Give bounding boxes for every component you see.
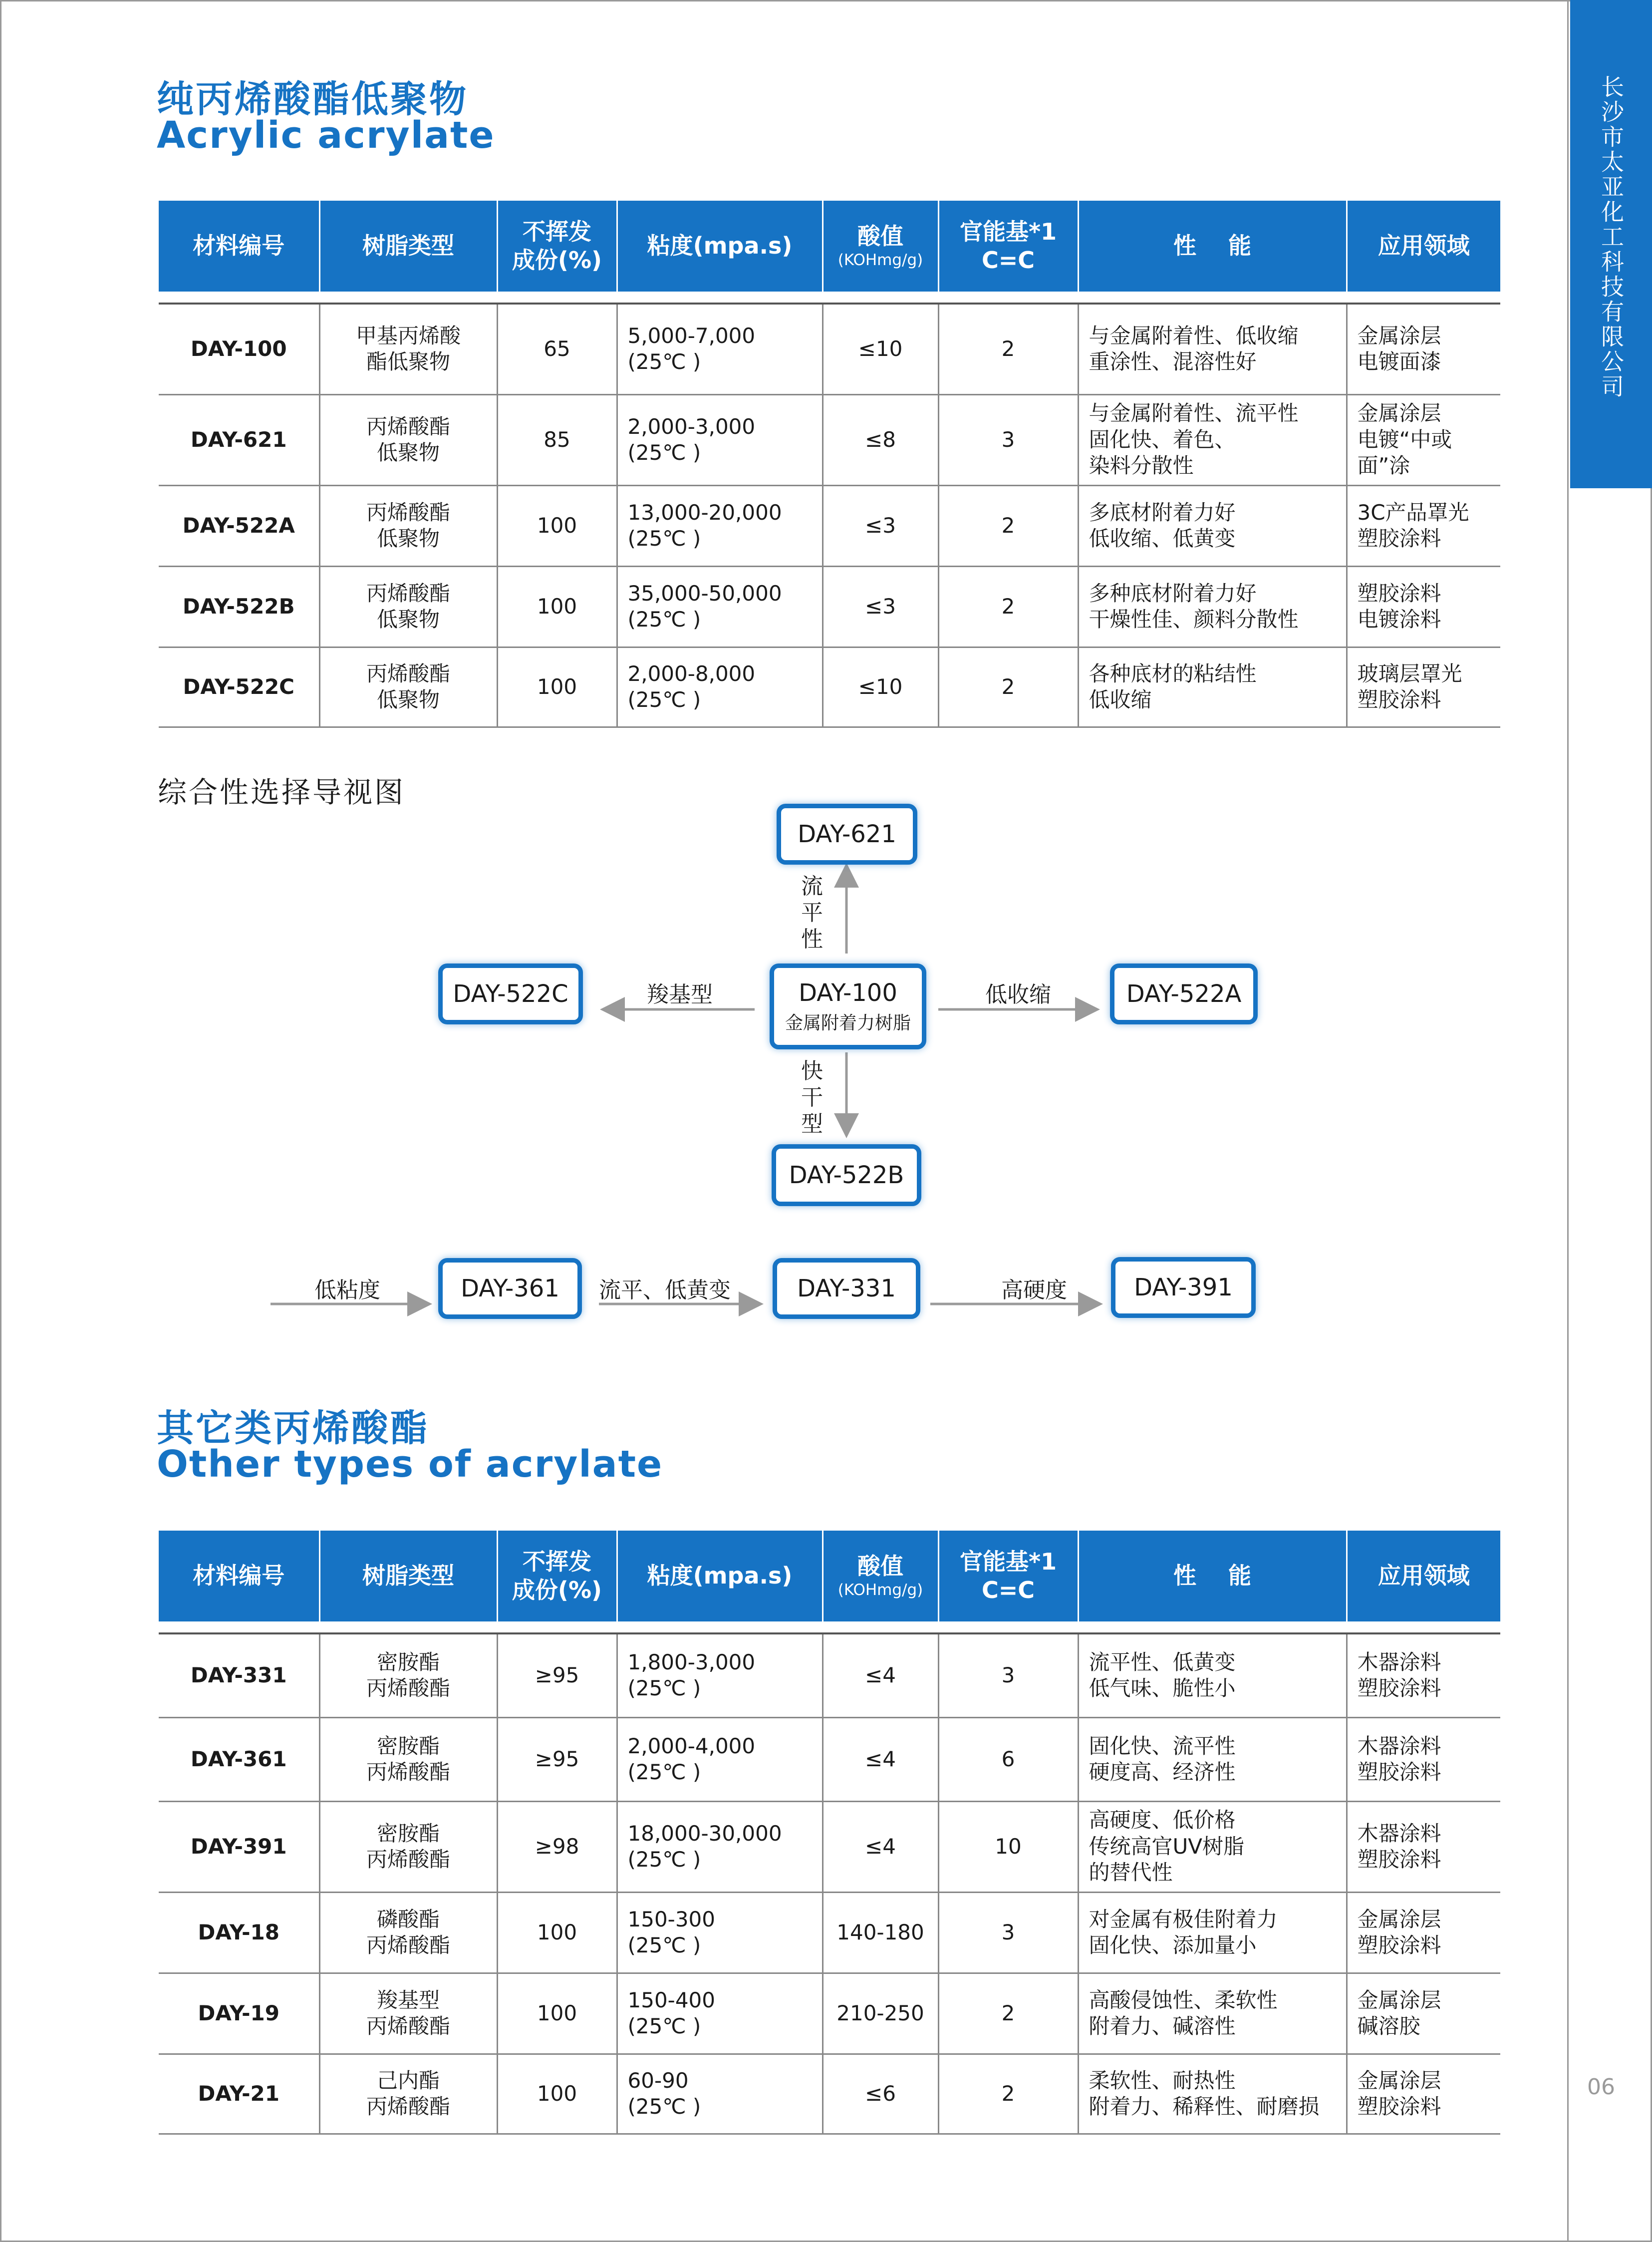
cell-code: DAY-522C (159, 647, 319, 727)
header-acid-label: 酸值 (857, 1552, 903, 1580)
cell-code: DAY-331 (159, 1633, 319, 1717)
cell-resin: 密胺酯 丙烯酸酯 (319, 1801, 497, 1892)
section1-title-en: Acrylic acrylate (157, 114, 495, 157)
cell-application: 玻璃层罩光 塑胶涂料 (1347, 647, 1500, 727)
header-viscosity: 粘度(mpa.s) (617, 1531, 823, 1621)
cell-application: 塑胶涂料 电镀涂料 (1347, 566, 1500, 647)
cell-nonvolatile: ≥95 (497, 1717, 617, 1801)
header-functional: 官能基*1 C=C (938, 201, 1078, 292)
cell-application: 木器涂料 塑胶涂料 (1347, 1633, 1500, 1717)
cell-functional: 2 (938, 566, 1078, 647)
node-day-621: DAY-621 (777, 804, 917, 865)
cell-functional: 2 (938, 304, 1078, 394)
node-day-100 (770, 963, 926, 1049)
guide-title: 综合性选择导视图 (158, 775, 406, 809)
cell-performance: 与金属附着性、流平性 固化快、着色、 染料分散性 (1078, 394, 1347, 485)
cell-resin: 丙烯酸酯 低聚物 (319, 485, 497, 566)
cell-application: 金属涂层 塑胶涂料 (1347, 2054, 1500, 2134)
label-low-shrink: 低收缩 (985, 982, 1051, 1007)
page-number: 06 (1587, 2074, 1615, 2100)
cell-acid-value: 210-250 (823, 1973, 938, 2054)
cell-application: 木器涂料 塑胶涂料 (1347, 1801, 1500, 1892)
label-fast-dry: 快 干 型 (801, 1058, 823, 1137)
header-application: 应用领域 (1347, 201, 1500, 292)
node-day-100-code: DAY-100 (799, 978, 897, 1007)
cell-acid-value: ≤4 (823, 1633, 938, 1717)
cell-application: 金属涂层 碱溶胶 (1347, 1973, 1500, 2054)
table-row (159, 1973, 1500, 2054)
cell-nonvolatile: ≥98 (497, 1801, 617, 1892)
header-acid (823, 1531, 938, 1621)
cell-nonvolatile: 100 (497, 1892, 617, 1973)
cell-code: DAY-100 (159, 304, 319, 394)
cell-acid-value: 140-180 (823, 1892, 938, 1973)
cell-performance: 多底材附着力好 低收缩、低黄变 (1078, 485, 1347, 566)
header-resin: 树脂类型 (319, 1531, 497, 1621)
label-low-viscosity: 低粘度 (314, 1278, 380, 1303)
node-day-522a: DAY-522A (1110, 963, 1258, 1024)
cell-viscosity: 150-300 (25℃ ) (617, 1892, 823, 1973)
cell-acid-value: ≤4 (823, 1717, 938, 1801)
cell-functional: 3 (938, 394, 1078, 485)
cell-performance: 对金属有极佳附着力 固化快、添加量小 (1078, 1892, 1347, 1973)
header-resin: 树脂类型 (319, 201, 497, 292)
table-row (159, 2054, 1500, 2134)
table-row (159, 1801, 1500, 1892)
section1-title-cn: 纯丙烯酸酯低聚物 (157, 78, 468, 121)
cell-viscosity: 2,000-4,000 (25℃ ) (617, 1717, 823, 1801)
cell-resin: 己内酯 丙烯酸酯 (319, 2054, 497, 2134)
cell-resin: 密胺酯 丙烯酸酯 (319, 1633, 497, 1717)
label-high-hardness: 高硬度 (1001, 1278, 1067, 1303)
header-application: 应用领域 (1347, 1531, 1500, 1621)
cell-performance: 固化快、流平性 硬度高、经济性 (1078, 1717, 1347, 1801)
cell-nonvolatile: 85 (497, 394, 617, 485)
table-row (159, 1892, 1500, 1973)
cell-code: DAY-621 (159, 394, 319, 485)
node-day-331: DAY-331 (773, 1258, 920, 1319)
section2-title-cn: 其它类丙烯酸酯 (157, 1407, 429, 1450)
cell-nonvolatile: 100 (497, 647, 617, 727)
cell-viscosity: 1,800-3,000 (25℃ ) (617, 1633, 823, 1717)
cell-viscosity: 5,000-7,000 (25℃ ) (617, 304, 823, 394)
cell-functional: 2 (938, 2054, 1078, 2134)
cell-performance: 柔软性、耐热性 附着力、稀释性、耐磨损 (1078, 2054, 1347, 2134)
cell-performance: 高酸侵蚀性、柔软性 附着力、碱溶性 (1078, 1973, 1347, 2054)
cell-code: DAY-391 (159, 1801, 319, 1892)
header-acid-label: 酸值 (857, 222, 903, 250)
cell-application: 金属涂层 塑胶涂料 (1347, 1892, 1500, 1973)
cell-nonvolatile: 100 (497, 2054, 617, 2134)
cell-nonvolatile: 100 (497, 485, 617, 566)
cell-performance: 多种底材附着力好 干燥性佳、颜料分散性 (1078, 566, 1347, 647)
cell-performance: 各种底材的粘结性 低收缩 (1078, 647, 1347, 727)
header-performance: 性 能 (1078, 1531, 1347, 1621)
cell-nonvolatile: ≥95 (497, 1633, 617, 1717)
cell-acid-value: ≤10 (823, 304, 938, 394)
header-acid-unit: (KOHmg/g) (837, 1581, 923, 1600)
header-acid-unit: (KOHmg/g) (837, 251, 923, 270)
header-performance: 性 能 (1078, 201, 1347, 292)
section2-title-en: Other types of acrylate (157, 1443, 663, 1486)
cell-functional: 6 (938, 1717, 1078, 1801)
header-nonvolatile: 不挥发 成份(%) (497, 201, 617, 292)
cell-nonvolatile: 100 (497, 566, 617, 647)
cell-viscosity: 2,000-3,000 (25℃ ) (617, 394, 823, 485)
cell-resin: 羧基型 丙烯酸酯 (319, 1973, 497, 2054)
cell-functional: 2 (938, 485, 1078, 566)
cell-resin: 密胺酯 丙烯酸酯 (319, 1717, 497, 1801)
cell-resin: 丙烯酸酯 低聚物 (319, 647, 497, 727)
cell-viscosity: 13,000-20,000 (25℃ ) (617, 485, 823, 566)
cell-application: 金属涂层 电镀面漆 (1347, 304, 1500, 394)
node-day-522b: DAY-522B (772, 1144, 921, 1206)
cell-acid-value: ≤8 (823, 394, 938, 485)
cell-viscosity: 150-400 (25℃ ) (617, 1973, 823, 2054)
cell-viscosity: 18,000-30,000 (25℃ ) (617, 1801, 823, 1892)
cell-resin: 甲基丙烯酸 酯低聚物 (319, 304, 497, 394)
node-day-391: DAY-391 (1111, 1257, 1256, 1318)
cell-resin: 丙烯酸酯 低聚物 (319, 394, 497, 485)
cell-performance: 高硬度、低价格 传统高官UV树脂 的替代性 (1078, 1801, 1347, 1892)
company-side-tab: 长沙市太亚化工科技有限公司 (1570, 0, 1652, 488)
cell-performance: 与金属附着性、低收缩 重涂性、混溶性好 (1078, 304, 1347, 394)
table-row (159, 1633, 1500, 1717)
cell-code: DAY-522A (159, 485, 319, 566)
cell-acid-value: ≤6 (823, 2054, 938, 2134)
header-code: 材料编号 (159, 1531, 319, 1621)
cell-nonvolatile: 100 (497, 1973, 617, 2054)
cell-viscosity: 60-90 (25℃ ) (617, 2054, 823, 2134)
header-code: 材料编号 (159, 201, 319, 292)
cell-viscosity: 35,000-50,000 (25℃ ) (617, 566, 823, 647)
header-viscosity: 粘度(mpa.s) (617, 201, 823, 292)
cell-nonvolatile: 65 (497, 304, 617, 394)
other-acrylate-table (159, 1531, 1500, 2135)
node-day-361: DAY-361 (438, 1258, 582, 1319)
label-flow-low-yellow: 流平、低黄变 (599, 1278, 731, 1303)
label-flow: 流 平 性 (801, 874, 823, 952)
cell-code: DAY-21 (159, 2054, 319, 2134)
cell-viscosity: 2,000-8,000 (25℃ ) (617, 647, 823, 727)
cell-functional: 10 (938, 1801, 1078, 1892)
table-header-row (159, 1531, 1500, 1621)
node-day-100-subtitle: 金属附着力树脂 (785, 1012, 911, 1033)
header-nonvolatile: 不挥发 成份(%) (497, 1531, 617, 1621)
cell-code: DAY-522B (159, 566, 319, 647)
cell-application: 3C产品罩光 塑胶涂料 (1347, 485, 1500, 566)
cell-resin: 丙烯酸酯 低聚物 (319, 566, 497, 647)
cell-code: DAY-361 (159, 1717, 319, 1801)
cell-acid-value: ≤3 (823, 485, 938, 566)
cell-code: DAY-19 (159, 1973, 319, 2054)
node-day-522c: DAY-522C (438, 963, 583, 1024)
cell-acid-value: ≤10 (823, 647, 938, 727)
cell-functional: 2 (938, 1973, 1078, 2054)
cell-resin: 磷酸酯 丙烯酸酯 (319, 1892, 497, 1973)
cell-functional: 3 (938, 1892, 1078, 1973)
label-carboxyl: 羧基型 (647, 982, 713, 1007)
cell-functional: 3 (938, 1633, 1078, 1717)
header-functional: 官能基*1 C=C (938, 1531, 1078, 1621)
cell-functional: 2 (938, 647, 1078, 727)
cell-application: 金属涂层 电镀“中或 面”涂 (1347, 394, 1500, 485)
cell-performance: 流平性、低黄变 低气味、脆性小 (1078, 1633, 1347, 1717)
cell-acid-value: ≤4 (823, 1801, 938, 1892)
cell-application: 木器涂料 塑胶涂料 (1347, 1717, 1500, 1801)
table-row (159, 1717, 1500, 1801)
cell-code: DAY-18 (159, 1892, 319, 1973)
cell-acid-value: ≤3 (823, 566, 938, 647)
